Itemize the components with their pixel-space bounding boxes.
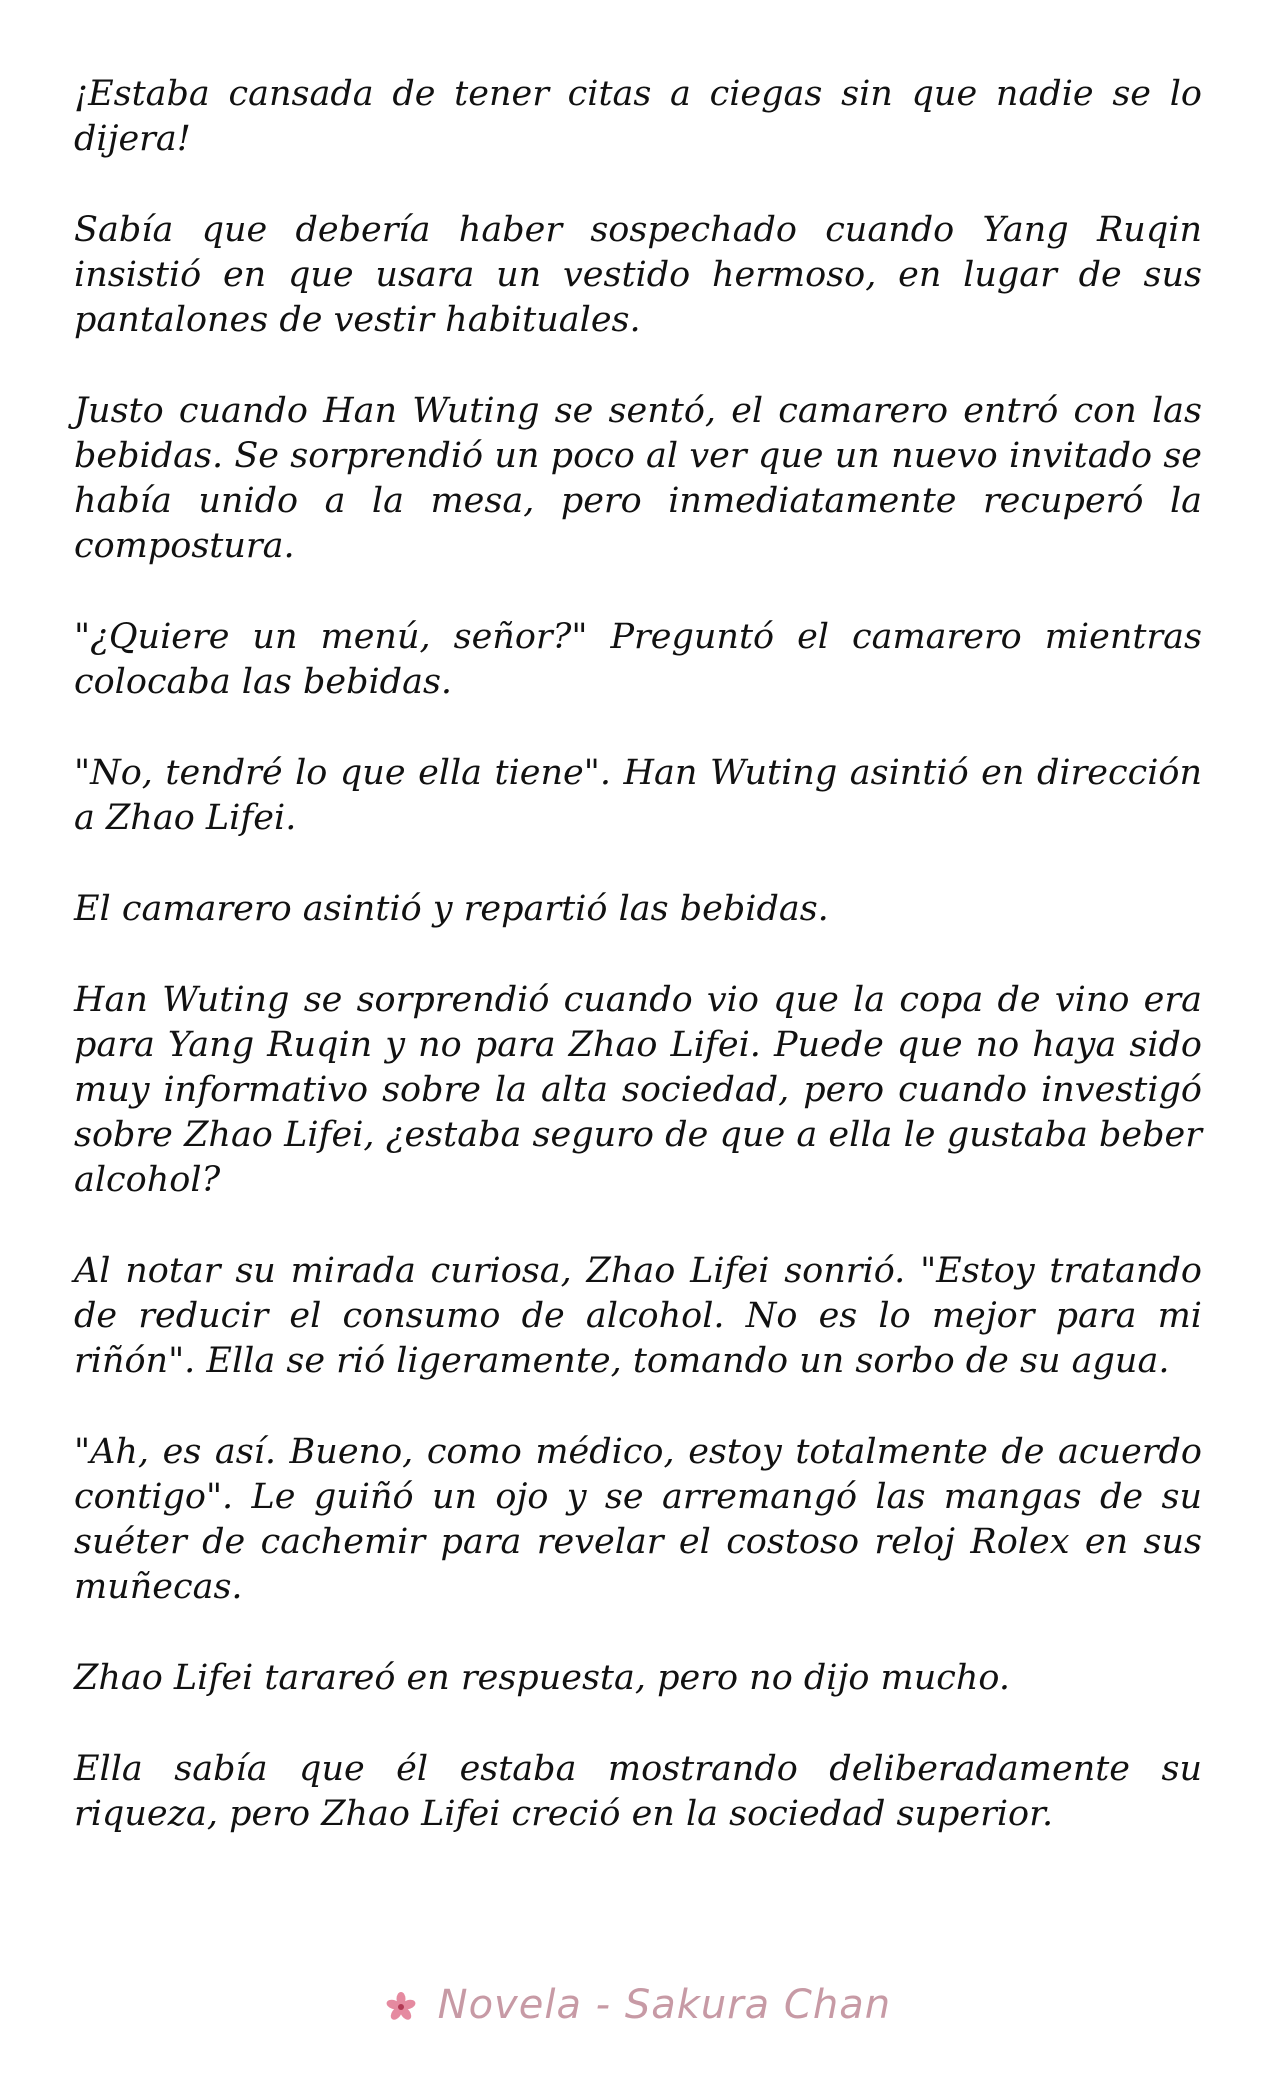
- watermark: [0, 1980, 1275, 2028]
- paragraph-11: Ella sabía que él estaba mostrando deliberadamente su riqueza, pero Zhao Lifei creció en la sociedad superior.: [74, 1749, 1202, 1834]
- paragraph-2: Sabía que debería haber sospechado cuando Yang Ruqin insistió en que usara un vestido hermoso, en lugar de sus pantalones de vestir habituales.: [74, 210, 1202, 340]
- story-text: [74, 72, 1202, 1883]
- paragraph-6: El camarero asintió y repartió las bebidas.: [74, 889, 829, 929]
- paragraph-10: Zhao Lifei tarareó en respuesta, pero no dijo mucho.: [74, 1658, 1010, 1698]
- watermark-text: Novela - Sakura Chan: [437, 1982, 892, 2028]
- paragraph-4: "¿Quiere un menú, señor?" Preguntó el camarero mientras colocaba las bebidas.: [74, 617, 1202, 702]
- paragraph-3: Justo cuando Han Wuting se sentó, el camarero entró con las bebidas. Se sorprendió un poco al ver que un nuevo invitado se había unido a la mesa, pero inmediatamente recuperó la compostura.: [74, 391, 1202, 566]
- sakura-flower-icon: [384, 1988, 418, 2022]
- paragraph-5: "No, tendré lo que ella tiene". Han Wuting asintió en dirección a Zhao Lifei.: [74, 753, 1202, 838]
- paragraph-9: "Ah, es así. Bueno, como médico, estoy totalmente de acuerdo contigo". Le guiñó un ojo y se arremangó las mangas de su suéter de cachemir para revelar el costoso reloj Rolex en sus muñecas.: [74, 1432, 1202, 1607]
- paragraph-1: ¡Estaba cansada de tener citas a ciegas sin que nadie se lo dijera!: [74, 74, 1202, 159]
- paragraph-8: Al notar su mirada curiosa, Zhao Lifei sonrió. "Estoy tratando de reducir el consumo de alcohol. No es lo mejor para mi riñón". Ella se rió ligeramente, tomando un sorbo de su agua.: [74, 1251, 1202, 1381]
- paragraph-7: Han Wuting se sorprendió cuando vio que la copa de vino era para Yang Ruqin y no para Zhao Lifei. Puede que no haya sido muy informativo sobre la alta sociedad, pero cuando investigó sobre Zhao Lifei, ¿estaba seguro de que a ella le gustaba beber alcohol?: [74, 980, 1202, 1200]
